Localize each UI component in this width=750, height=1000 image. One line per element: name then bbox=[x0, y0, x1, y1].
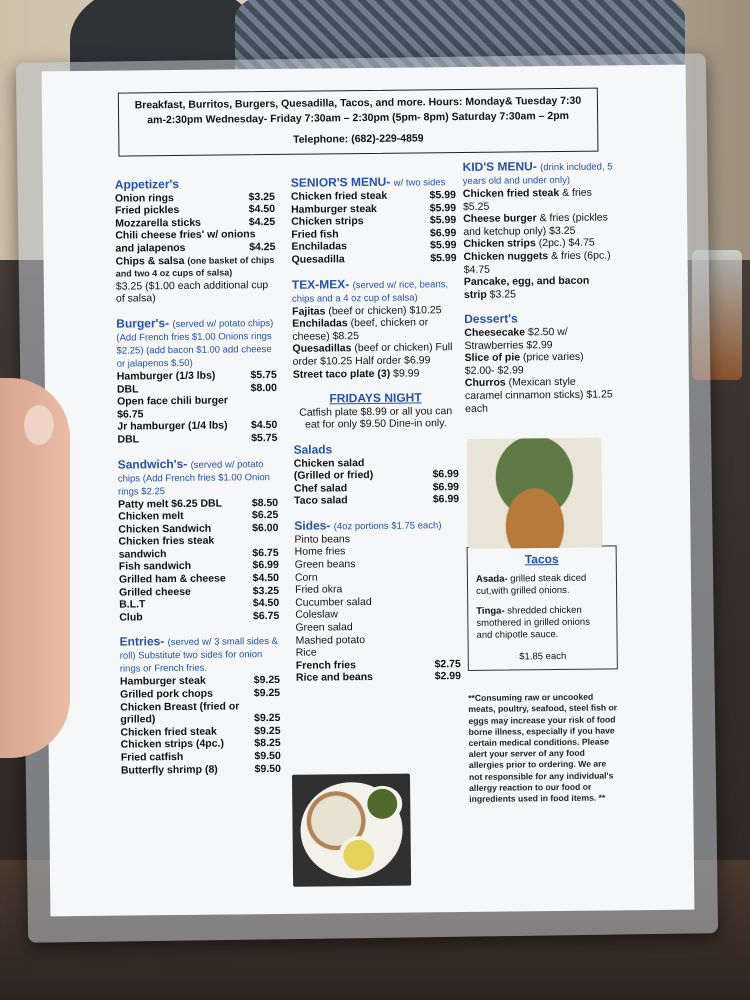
section-note: (drink included, 5 years old and under only) bbox=[462, 161, 613, 187]
menu-item bbox=[292, 316, 457, 343]
desserts-section bbox=[464, 312, 615, 415]
item-detail: $2.50 w/ Strawberries $2.99 bbox=[464, 325, 568, 352]
sides-section bbox=[294, 518, 461, 685]
item-name: Churros bbox=[464, 376, 506, 390]
item-price: $6.25 bbox=[251, 509, 279, 522]
item-price: $5.99 bbox=[430, 239, 457, 252]
menu-item bbox=[463, 249, 613, 276]
item-name: Chicken Sandwich bbox=[118, 522, 212, 536]
item-name: grilled) bbox=[120, 713, 156, 726]
item-name: (Grilled or fried) bbox=[293, 469, 374, 482]
menu-item bbox=[292, 341, 457, 368]
item-price: $8.25 bbox=[254, 737, 281, 750]
section-title: Tacos bbox=[524, 552, 559, 567]
item-name: Open face chili burger bbox=[116, 394, 228, 408]
telephone: Telephone: (682)-229-4859 bbox=[292, 132, 424, 146]
item-name: B.L.T bbox=[119, 598, 146, 611]
item-name: Hamburger (1/3 lbs) bbox=[116, 369, 216, 383]
item-name: Jr hamburger (1/4 lbs) bbox=[117, 419, 228, 433]
section-note: (4oz portions $1.75 each) bbox=[333, 520, 442, 533]
item-name: Fish sandwich bbox=[118, 560, 192, 574]
section-title: Dessert's bbox=[464, 311, 518, 327]
item-name: Pancake, egg, and bacon strip bbox=[463, 274, 590, 301]
section-title: TEX-MEX- bbox=[291, 276, 350, 292]
side-item: Corn bbox=[294, 571, 318, 584]
item-price: $8.00 bbox=[250, 381, 277, 394]
thumbnail bbox=[24, 405, 54, 445]
item-name: Grilled cheese bbox=[118, 585, 191, 599]
senior-section bbox=[291, 175, 457, 266]
item-detail: (2pc.) $4.75 bbox=[535, 236, 595, 250]
item-name: Hamburger steak bbox=[119, 675, 206, 689]
item-price: $9.25 bbox=[253, 686, 281, 700]
item-name: Grilled pork chops bbox=[120, 687, 213, 701]
item-price: $2.75 bbox=[434, 657, 461, 671]
section-note: (served w/ rice, beans, chips and a 4 oz cup of salsa) bbox=[291, 278, 449, 305]
menu-item bbox=[465, 351, 615, 378]
item-name: Chicken fries steak bbox=[118, 534, 215, 548]
item-name: Hamburger steak bbox=[290, 202, 377, 216]
item-name: Street taco plate (3) bbox=[292, 367, 391, 381]
item-price: $9.50 bbox=[254, 762, 281, 775]
corn-bowl-image bbox=[339, 836, 379, 874]
item-price: $9.25 bbox=[254, 712, 281, 725]
header-box bbox=[118, 88, 599, 157]
item-name: Enchiladas bbox=[291, 240, 347, 254]
item-price: $4.50 bbox=[250, 419, 278, 432]
item-price: $4.25 bbox=[249, 240, 276, 254]
item-price: $6.99 bbox=[252, 559, 279, 572]
item-price: $4.50 bbox=[252, 572, 279, 585]
item-price: $6.75 bbox=[252, 609, 280, 623]
section-title: SENIOR'S MENU- bbox=[290, 174, 391, 190]
section-title: KID'S MENU- bbox=[462, 159, 537, 174]
item-detail: (price varies) $2.00- $2.99 bbox=[464, 350, 584, 377]
menu-item bbox=[463, 186, 613, 213]
item-name: Chicken strips (4pc.) bbox=[120, 737, 224, 752]
item-detail: & fries (pickles and ketchup only) $3.25 bbox=[463, 211, 608, 238]
item-name: Chicken salad bbox=[293, 456, 365, 470]
side-item: Green beans bbox=[294, 558, 356, 571]
item-name: Quesadilla bbox=[291, 253, 345, 266]
item-price: $5.99 bbox=[430, 252, 457, 265]
section-title: Entries- bbox=[119, 634, 165, 650]
item-price: $5.75 bbox=[251, 431, 278, 445]
item-detail: (beef, chicken or cheese) $8.25 bbox=[292, 316, 429, 343]
item-name: Patty melt $6.25 DBL bbox=[118, 497, 223, 511]
item-name: French fries bbox=[295, 658, 356, 672]
texmex-section bbox=[292, 277, 458, 381]
chips-price: $3.25 ($1.00 each additional cup of salsa) bbox=[115, 278, 269, 305]
menu-item bbox=[117, 432, 277, 446]
item-price: $6.75 bbox=[252, 546, 279, 560]
item-name: Rice and beans bbox=[295, 671, 374, 685]
item-price: $5.99 bbox=[429, 189, 456, 202]
item-name: Cheese burger bbox=[463, 212, 537, 226]
fridays-section bbox=[293, 391, 458, 432]
hours-text: Breakfast, Burritos, Burgers, Quesadilla, Tacos, and more. Hours: Monday& Tuesday 7:30 am-2:30pm Wednesday- Friday 7:30am – 2:30pm (5pm- 8pm) Saturday 7:30am – 2pm bbox=[134, 94, 582, 127]
chips-name: Chips & salsa bbox=[115, 254, 185, 268]
menu-item bbox=[121, 763, 281, 777]
item-name: Chicken strips bbox=[463, 237, 536, 251]
section-title: Salads bbox=[293, 442, 333, 457]
menu-item bbox=[463, 212, 613, 239]
kids-section bbox=[463, 159, 614, 301]
item-price: $4.50 bbox=[252, 597, 280, 610]
item-price: $4.25 bbox=[248, 215, 276, 229]
side-item: Coleslaw bbox=[295, 608, 338, 622]
item-detail: (beef or chicken) $10.25 bbox=[325, 303, 442, 317]
item-name: sandwich bbox=[118, 547, 167, 561]
entries-section bbox=[120, 634, 281, 776]
salads-section bbox=[294, 442, 460, 508]
section-note: (served w/ potato chips (Add French fries $1.00 Onion rings $2.25 bbox=[117, 458, 271, 498]
side-item: Green salad bbox=[295, 621, 353, 634]
item-name: Chef salad bbox=[293, 481, 348, 495]
side-item: Mashed potato bbox=[295, 633, 366, 647]
taco-desc: grilled steak diced cut,with grilled onions. bbox=[476, 572, 587, 597]
burgers-section bbox=[116, 316, 277, 446]
item-name: DBL bbox=[116, 382, 139, 396]
item-name: Chicken fried steak bbox=[290, 189, 388, 203]
section-note: (served w/ 3 small sides & roll) Substitute two sides for onion rings or French fries. bbox=[119, 636, 279, 676]
taco-desc: shredded chicken smothered in grilled onions and chipotle sauce. bbox=[476, 604, 590, 641]
item-name: Chicken Breast (fried or bbox=[120, 699, 240, 714]
item-detail: & fries $5.25 bbox=[462, 186, 592, 213]
section-title: Burger's- bbox=[116, 316, 170, 331]
item-name: Mozzarella sticks bbox=[115, 216, 202, 230]
item-price: $3.25 bbox=[252, 584, 280, 597]
item-name: Fajitas bbox=[292, 304, 326, 318]
item-name: Fried catfish bbox=[120, 750, 184, 764]
item-price: $2.99 bbox=[434, 670, 462, 683]
taco-name: Tinga- bbox=[476, 605, 505, 617]
item-price: $8.50 bbox=[251, 496, 279, 509]
side-item: Rice bbox=[295, 646, 317, 659]
item-price: $3.25 bbox=[248, 190, 275, 203]
item-detail: $9.99 bbox=[390, 366, 420, 380]
item-name: Butterfly shrimp (8) bbox=[120, 763, 218, 777]
item-price: $9.50 bbox=[254, 749, 281, 763]
tacos-photo bbox=[466, 438, 602, 549]
item-price: $6.99 bbox=[432, 493, 460, 506]
fridays-text: Catfish plate $8.99 or all you can eat for only $9.50 Dine-in only. bbox=[299, 404, 453, 431]
item-name: Chicken strips bbox=[291, 215, 364, 228]
item-name: $6.75 bbox=[117, 408, 144, 421]
item-detail: $3.25 bbox=[486, 288, 516, 301]
item-name: Chicken fried steak bbox=[462, 186, 560, 200]
item-name: Chicken melt bbox=[118, 510, 184, 523]
item-price: $9.25 bbox=[254, 724, 281, 738]
item-name: Quesadillas bbox=[292, 342, 352, 356]
item-name: Taco salad bbox=[294, 494, 348, 508]
item-name: Chicken fried steak bbox=[120, 725, 217, 739]
section-note: (served w/ potato chips) (Add French fries $1.00 Onions rings $2.25) (add bacon $1.00 add cheese or jalapenos $.50) bbox=[116, 317, 274, 370]
side-item: Home fries bbox=[294, 545, 346, 559]
menu-item bbox=[464, 325, 614, 352]
section-title: Sandwich's- bbox=[117, 456, 188, 472]
item-name: Slice of pie bbox=[464, 351, 521, 365]
item-name: Grilled ham & cheese bbox=[118, 572, 226, 586]
side-item: Pinto beans bbox=[294, 533, 351, 546]
menu-item bbox=[296, 670, 461, 684]
item-price: $6.00 bbox=[252, 521, 279, 534]
menu-page bbox=[42, 65, 695, 917]
side-item: Fried okra bbox=[294, 583, 343, 597]
item-price: $6.99 bbox=[429, 226, 457, 240]
item-price: $6.99 bbox=[432, 468, 459, 481]
side-item: Cucumber salad bbox=[295, 595, 372, 609]
item-name: Chili cheese fries' w/ onions bbox=[115, 228, 256, 243]
tacos-box bbox=[467, 545, 618, 671]
item-name: DBL bbox=[117, 433, 140, 446]
item-detail: (beef or chicken) Full order $10.25 Half order $6.99 bbox=[292, 341, 453, 368]
item-name: Cheesecake bbox=[464, 326, 526, 339]
menu-column-2 bbox=[291, 175, 461, 697]
item-name: and jalapenos bbox=[115, 241, 186, 255]
item-name: Club bbox=[119, 611, 143, 624]
menu-item bbox=[464, 275, 614, 302]
taco-price: $1.85 each bbox=[519, 651, 567, 663]
item-price: $5.75 bbox=[250, 368, 277, 382]
section-title: Sides- bbox=[294, 518, 331, 533]
item-name: Chicken nuggets bbox=[463, 250, 549, 263]
menu-item bbox=[465, 376, 615, 415]
item-detail: & fries (6pc.) $4.75 bbox=[463, 249, 611, 276]
item-name: Fried pickles bbox=[114, 204, 180, 217]
sandwiches-section bbox=[118, 456, 280, 624]
section-title: Appetizer's bbox=[114, 176, 180, 192]
menu-column-1 bbox=[115, 177, 281, 789]
menu-item bbox=[292, 304, 457, 318]
menu-item bbox=[292, 252, 457, 266]
menu-item bbox=[115, 241, 275, 255]
section-title: FRIDAYS NIGHT bbox=[329, 390, 422, 406]
item-detail: (Mexican style caramel cinnamon sticks) $1.25 each bbox=[464, 376, 613, 415]
menu-item bbox=[294, 493, 459, 507]
section-note: w/ two sides bbox=[393, 177, 446, 189]
green-beans-bowl-image bbox=[362, 786, 402, 822]
item-price: $5.99 bbox=[429, 201, 457, 214]
chips-note: (one basket of chips and two 4 oz cups of salsa) bbox=[115, 254, 275, 279]
appetizers-section bbox=[115, 177, 276, 306]
menu-item bbox=[293, 367, 458, 381]
item-price: $4.50 bbox=[248, 203, 276, 216]
item-name: Enchiladas bbox=[292, 317, 348, 330]
item-price: $5.99 bbox=[429, 214, 457, 227]
item-name: Fried fish bbox=[291, 228, 339, 241]
menu-item bbox=[119, 610, 279, 624]
taco-name: Asada- bbox=[475, 573, 508, 585]
disclaimer: **Consuming raw or uncooked meats, poultry, seafood, steel fish or eggs may increase your risk of food borne illness, especially if you have certain medical conditions. Please alert your server of any food allergies prior to ordering. We are not responsible for any individual's allergy reaction to our food or ingredients used in food items. ** bbox=[468, 691, 618, 804]
item-name: Onion rings bbox=[114, 191, 174, 205]
plate-photo bbox=[292, 774, 411, 887]
item-price: $9.25 bbox=[253, 674, 281, 687]
item-price: $6.99 bbox=[432, 480, 460, 494]
